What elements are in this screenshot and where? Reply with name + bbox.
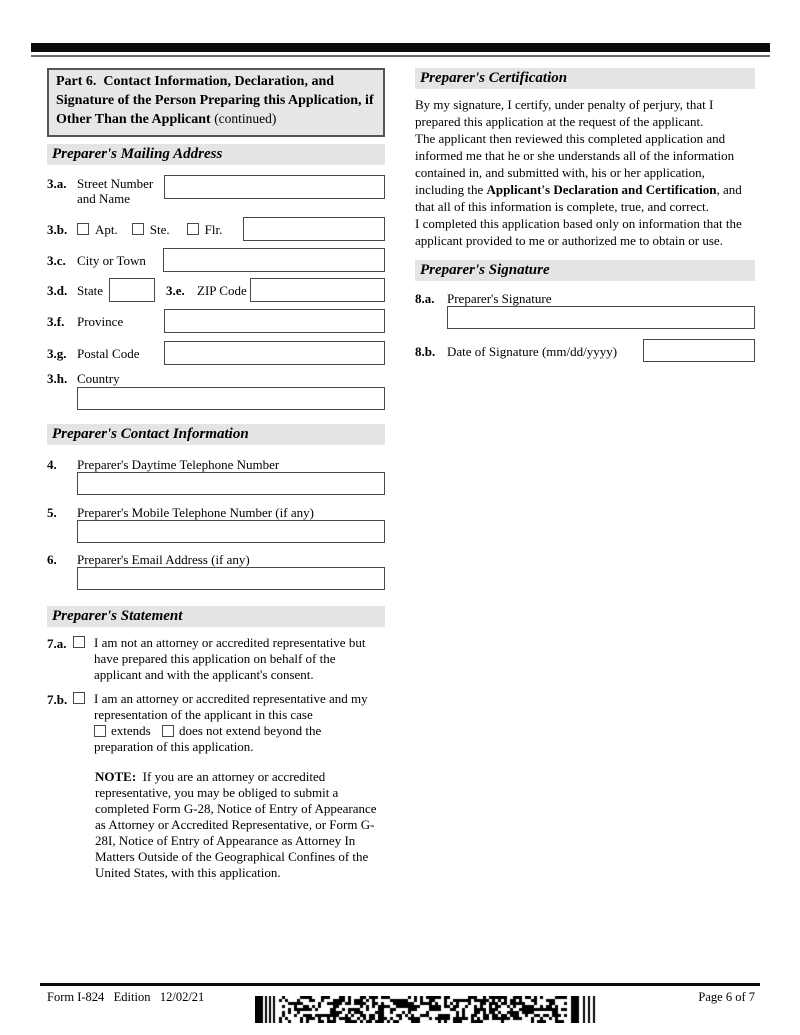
field-5-block xyxy=(47,504,385,543)
ste-label: Ste. xyxy=(149,221,170,237)
daytime-phone-input[interactable] xyxy=(77,472,385,495)
extends-checkbox[interactable] xyxy=(94,725,106,737)
section-header-signature: Preparer's Signature xyxy=(415,260,755,281)
section-header-contact-info: Preparer's Contact Information xyxy=(47,424,385,445)
left-column xyxy=(47,68,385,881)
attorney-note xyxy=(95,769,383,881)
extends-label: extends xyxy=(111,722,151,738)
field-4-number: 4. xyxy=(47,456,57,472)
field-8a-number: 8.a. xyxy=(415,291,435,306)
not-attorney-checkbox[interactable] xyxy=(73,636,85,648)
top-rule-thin xyxy=(31,55,770,57)
field-7b-row xyxy=(47,691,385,755)
field-3c-row xyxy=(47,248,385,272)
certification-p2: The applicant then reviewed this completed application and informed me that he or she understands all of the information contained in, and submitted with, his or her application, including the Applicant's Declaration and Certification, and that all of this information is complete, true, and correct. xyxy=(415,131,742,214)
field-8a-block xyxy=(415,290,755,329)
email-input[interactable] xyxy=(77,567,385,590)
flr-label: Flr. xyxy=(204,221,223,237)
footer-rule xyxy=(40,983,760,986)
attorney-checkbox[interactable] xyxy=(73,692,85,704)
certification-p3: I completed this application based only on information that the applicant provided to me or authorized me to obtain or use. xyxy=(415,216,742,248)
field-3a-label: Street Number and Name xyxy=(77,175,154,206)
section-header-statement: Preparer's Statement xyxy=(47,606,385,627)
field-3h-row xyxy=(47,370,385,386)
right-column xyxy=(415,68,755,362)
field-6-row xyxy=(47,551,385,567)
field-7b-text xyxy=(94,691,378,755)
field-3a-row xyxy=(47,175,385,206)
field-4-row xyxy=(47,456,385,472)
field-5-number: 5. xyxy=(47,504,57,520)
field-3g-label: Postal Code xyxy=(77,345,140,361)
field-3d-3e-row xyxy=(47,278,385,302)
country-input[interactable] xyxy=(77,387,385,410)
province-input[interactable] xyxy=(164,309,385,333)
flr-checkbox[interactable] xyxy=(187,223,199,235)
field-5-label: Preparer's Mobile Telephone Number (if any) xyxy=(77,504,314,520)
apt-label: Apt. xyxy=(95,221,118,237)
field-6-number: 6. xyxy=(47,551,57,567)
field-5-row xyxy=(47,504,385,520)
part6-header-box xyxy=(47,68,385,137)
certification-bold-phrase: Applicant's Declaration and Certification xyxy=(486,182,717,197)
field-3e-number: 3.e. xyxy=(166,282,185,298)
certification-paragraphs xyxy=(415,96,755,249)
footer-barcode xyxy=(255,996,597,1023)
certification-p1: By my signature, I certify, under penalty of perjury, that I prepared this application at the request of the applicant. xyxy=(415,97,714,129)
zip-code-input[interactable] xyxy=(250,278,385,302)
field-4-label: Preparer's Daytime Telephone Number xyxy=(77,456,280,472)
field-4-block xyxy=(47,456,385,495)
field-3f-label: Province xyxy=(77,313,124,329)
field-3h-label: Country xyxy=(77,370,120,386)
field-7b-number: 7.b. xyxy=(47,691,68,707)
field-3a-number: 3.a. xyxy=(47,175,67,191)
field-3g-number: 3.g. xyxy=(47,345,67,361)
field-8b-label: Date of Signature (mm/dd/yyyy) xyxy=(447,343,618,359)
part6-continued: (continued) xyxy=(214,111,277,126)
field-3b-row xyxy=(47,217,385,241)
note-text: If you are an attorney or accredited representative, you may be obliged to submit a completed Form G-28, Notice of Entry of Appearance as Attorney or Accredited Representative, or Form G-28I, Notice of Entry of Appearance as Attorney In Matters Outside of the Geographical Confines of the United States, with this application. xyxy=(95,768,380,880)
signature-input[interactable] xyxy=(447,306,755,329)
field-8a-row xyxy=(415,290,755,306)
footer-form-number: Form I-824 Edition 12/02/21 xyxy=(47,990,205,1004)
does-not-extend-checkbox[interactable] xyxy=(162,725,174,737)
field-3f-number: 3.f. xyxy=(47,313,65,329)
field-7b-text-main: I am an attorney or accredited representative and my representation of the applicant in this case xyxy=(94,690,368,722)
field-3b-number: 3.b. xyxy=(47,221,68,237)
field-3c-label: City or Town xyxy=(77,252,146,268)
field-3g-row xyxy=(47,341,385,365)
footer-page-number: Page 6 of 7 xyxy=(698,990,755,1004)
field-6-label: Preparer's Email Address (if any) xyxy=(77,551,250,567)
mobile-phone-input[interactable] xyxy=(77,520,385,543)
field-6-block xyxy=(47,551,385,590)
street-number-input[interactable] xyxy=(164,175,385,199)
field-3d-label: State xyxy=(77,282,103,298)
city-input[interactable] xyxy=(163,248,385,272)
field-8a-label: Preparer's Signature xyxy=(447,291,552,306)
field-3f-row xyxy=(47,309,385,333)
field-8b-number: 8.b. xyxy=(415,343,436,359)
section-header-certification: Preparer's Certification xyxy=(415,68,755,89)
part6-title: Part 6. Contact Information, Declaration, and Signature of the Person Preparing this Application, if Other Than the Applicant xyxy=(56,74,378,127)
field-3h-block xyxy=(47,370,385,410)
apt-checkbox[interactable] xyxy=(77,223,89,235)
field-3d-number: 3.d. xyxy=(47,282,68,298)
field-7a-text: I am not an attorney or accredited representative but have prepared this application on behalf of the applicant and with the applicant's consent. xyxy=(94,634,366,682)
field-3c-number: 3.c. xyxy=(47,252,66,268)
date-of-signature-input[interactable] xyxy=(643,339,755,362)
apt-ste-flr-number-input[interactable] xyxy=(243,217,385,241)
state-input[interactable] xyxy=(109,278,155,302)
ste-checkbox[interactable] xyxy=(132,223,144,235)
note-label: NOTE: xyxy=(95,768,137,784)
postal-code-input[interactable] xyxy=(164,341,385,365)
field-7a-row xyxy=(47,635,385,683)
field-3h-number: 3.h. xyxy=(47,370,68,386)
field-7a-number: 7.a. xyxy=(47,635,67,651)
top-rule-thick xyxy=(31,43,770,52)
does-not-extend-label: does not extend beyond the preparation of this application. xyxy=(94,722,322,754)
section-header-mailing-address: Preparer's Mailing Address xyxy=(47,144,385,165)
field-3e-label: ZIP Code xyxy=(197,282,247,298)
field-8b-row xyxy=(415,339,755,362)
